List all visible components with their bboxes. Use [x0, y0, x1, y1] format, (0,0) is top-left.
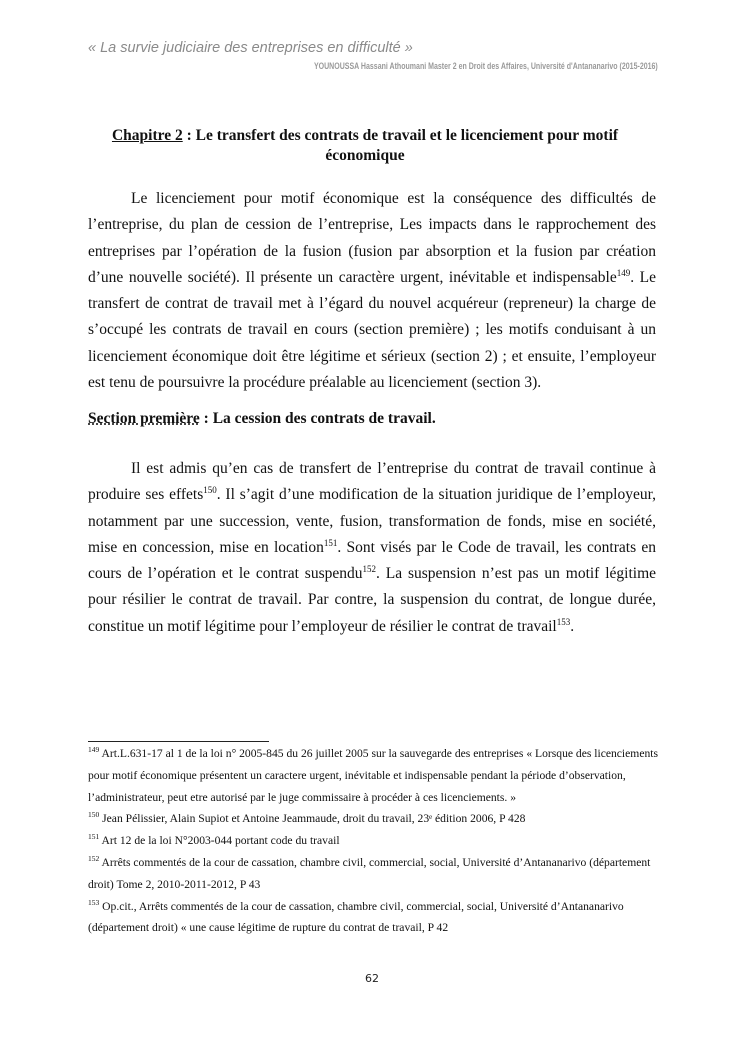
footnote-number: 149: [88, 745, 100, 755]
footnote-text: Op.cit., Arrêts commentés de la cour de cassation, chambre civil, commercial, social, Université d’Antananarivo (département droit) « une cause légitime de rupture du contrat de travail, P 42: [88, 899, 624, 935]
section-label: Section première: [88, 410, 200, 427]
footnote-ref[interactable]: 151: [323, 537, 338, 548]
footnote: [88, 743, 658, 808]
paragraph-text: Le licenciement pour motif économique est la conséquence des difficultés de l’entreprise, du plan de cession de l’entreprise, Les impacts dans le rapprochement des entreprises par l’opération de la fusion (fusion par absorption et la fusion par création d’une nouvelle société). Il présente un caractère urgent, inévitable et indispensable: [88, 190, 656, 286]
footnote-number: 151: [88, 832, 100, 842]
footnote: [88, 808, 658, 830]
footnote-number: 153: [88, 897, 100, 907]
body-paragraph-1: [88, 186, 656, 396]
footnote-ref[interactable]: 149: [616, 267, 631, 278]
section-title: : La cession des contrats de travail.: [199, 410, 436, 427]
paragraph-text: . La suspension n’est pas un motif légitime pour résilier le contrat de travail. Par contre, la suspension du contrat, de longue durée, constitue un motif légitime pour l’employeur de résilier le contrat de travail: [88, 565, 656, 635]
footnote: [88, 830, 658, 852]
body-paragraph-2: [88, 456, 656, 640]
chapter-title: : Le transfert des contrats de travail et le licenciement pour motif économique: [182, 127, 619, 164]
footnote-number: 150: [88, 810, 100, 820]
chapter-heading: [110, 126, 620, 166]
footnote-ref[interactable]: 150: [203, 485, 217, 496]
paragraph-text: . Il s’agit d’une modification de la situation juridique de l’employeur, notamment par une succession, vente, fusion, transformation de fonds, mise en société, mise en concession, mise en location: [88, 486, 656, 556]
page-number: 62: [365, 972, 379, 985]
footnote: [88, 896, 658, 940]
paragraph-text: . Le transfert de contrat de travail met à l’égard du nouvel acquéreur (repreneur) la charge de s’occupé les contrats de travail en cours (section première) ; les motifs conduisant à un licenciement économique doit être légitime et sérieux (section 2) ; et ensuite, l’employeur est tenu de poursuivre la procédure préalable au licenciement (section 3).: [88, 268, 656, 392]
running-header-title: « La survie judiciaire des entreprises en difficulté »: [88, 40, 413, 56]
footnote-ref[interactable]: 152: [362, 564, 377, 575]
footnote-text: Art 12 de la loi N°2003-044 portant code du travail: [99, 834, 340, 848]
section-heading: [88, 410, 436, 428]
paragraph-text: . Sont visés par le Code de travail, les contrats en cours de l’opération et le contrat suspendu: [88, 538, 656, 583]
chapter-label: Chapitre 2: [111, 127, 183, 144]
paragraph-text: Il est admis qu’en cas de transfert de l’entreprise du contrat de travail continue à produire ses effets: [88, 460, 656, 504]
footnote: [88, 852, 658, 896]
footnotes: [88, 743, 658, 939]
footnote-ref[interactable]: 153: [556, 616, 571, 627]
running-header-author: YOUNOUSSA Hassani Athoumani Master 2 en Droit des Affaires, Université d'Antananarivo (2015-2016): [314, 61, 658, 71]
footnote-separator: [88, 741, 269, 742]
footnote-text: Art.L.631-17 al 1 de la loi n° 2005-845 du 26 juillet 2005 sur la sauvegarde des entreprises « Lorsque des licenciements pour motif économique présentent un caractere urgent, inévitable et indispensable pendant la période d’observation, l’administrateur, peut etre autorisé par le juge commissaire à procéder à ces licenciements. »: [88, 747, 658, 804]
paragraph-text: .: [570, 617, 575, 635]
footnote-number: 152: [88, 854, 100, 864]
footnote-text: Arrêts commentés de la cour de cassation, chambre civil, commercial, social, Université d’Antananarivo (département droit) Tome 2, 2010-2011-2012, P 43: [88, 855, 651, 891]
footnote-text: Jean Pélissier, Alain Supiot et Antoine Jeammaude, droit du travail, 23ᵉ édition 2006, P 428: [99, 812, 526, 826]
